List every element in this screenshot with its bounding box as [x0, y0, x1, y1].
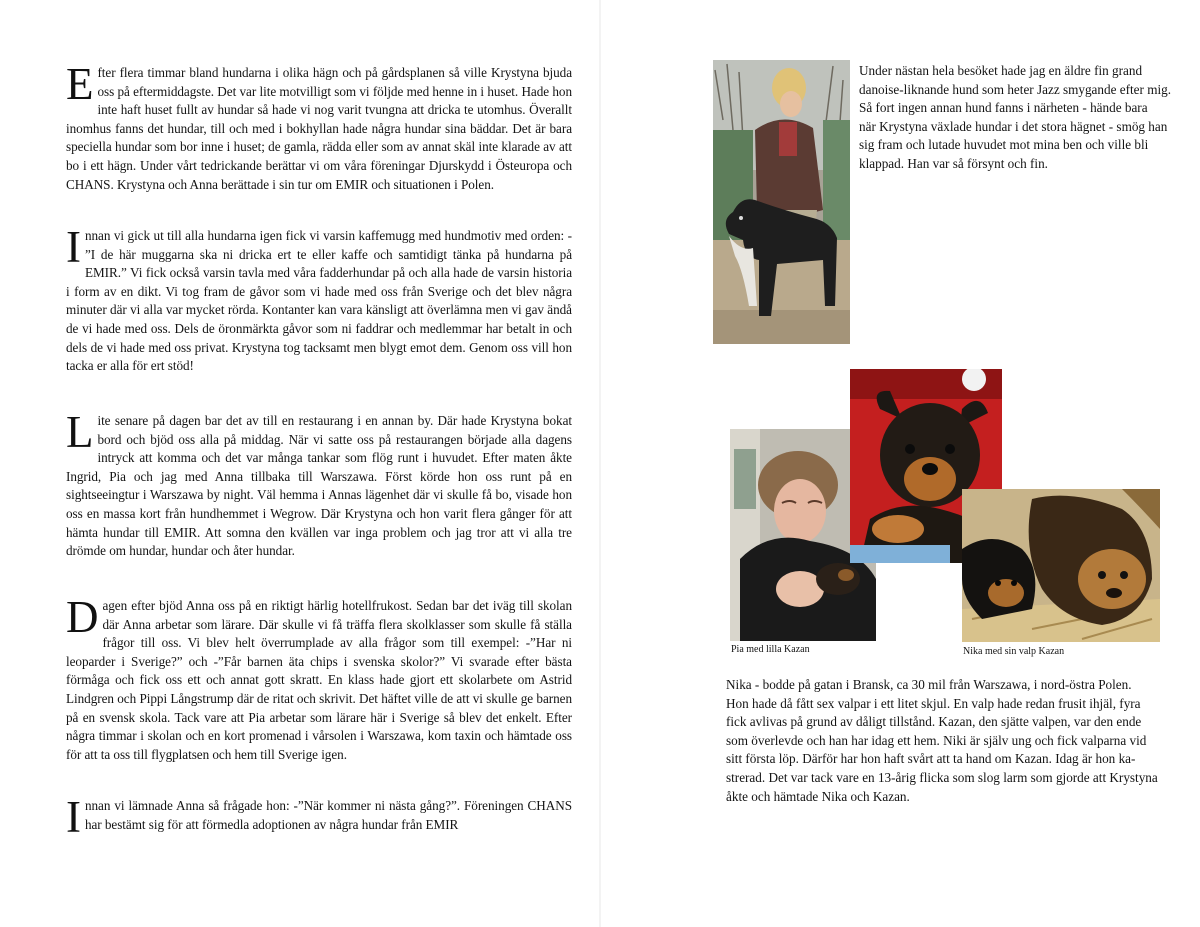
- text-line: när Krystyna växlade hundar i det stora hägnet - smög han: [859, 118, 1168, 134]
- drop-cap: D: [66, 592, 99, 642]
- paragraph-next-visit: [66, 792, 572, 842]
- drop-cap: E: [66, 59, 94, 109]
- paragraph-text: ite senare på dagen bar det av till en restaurang i en annan by. Där hade Krystyna bokat bord och bjöd oss alla på middag. När vi satte oss på restaurangen började alla dagens intryck att komma och det var många tankar som flög runt i huvudet. Efter maten åkte Ingrid, Pia och jag med Anna tillbaka till Warszawa. Först körde hon oss runt på en sightseeingtur i Warszawa by night. Väl hemma i Annas lägenhet där vi skulle få bo, visade hon oss en massa kort från hundhemmet i Wegrow. Där Krystyna och hon varit flera gånger för att hämta hundar till EMIR. Att somna den kvällen var inga problem och jag tror att vi alla tre drömde om hundar, hundar och åter hundar.: [66, 413, 572, 559]
- paragraph-text: nnan vi lämnade Anna så frågade hon: -”När kommer ni nästa gång?”. Föreningen CHANS har bestämt sig för att förmedla adoptionen av några hundar från EMIR: [84, 798, 572, 832]
- paragraph-coffee-mugs: [66, 222, 572, 376]
- text-line: strerad. Det var tack vare en 13-årig flicka som slog larm som gjorde att Krystyna: [726, 769, 1158, 785]
- text-line: Under nästan hela besöket hade jag en äldre fin grand: [859, 63, 1143, 78]
- text-line: sitt första löp. Därför har hon haft svårt att ta hand om Kazan. Idag är hon ka-: [726, 751, 1136, 767]
- paragraph-text: agen efter bjöd Anna oss på en riktigt härlig hotellfrukost. Sedan bar det iväg till skolan där Anna arbetar som lärare. Där skulle vi få träffa flera skolklasser som skulle få ställa frågor till oss. Vi blev helt överrumplade av alla frågor som till exempel: -”Har ni leoparder i Sverige?” och -”Får barnen äta chips i svenska skolor?” Vi svarade efter bästa förmåga och fick oss ett och annat gott skratt. En klass hade gjort ett skolarbete om Astrid Lindgren och Pippi Långstrump där de ritat och skrivit. Det häftet ville de att vi skulle ge barnen på en svensk skola. Tack vare att Pia arbetar som lärare här i Sverige så blev det enkelt. Efter några timmar i skolan och en kort promenad i vårsolen i Warszawa, kom taxin och hämtade oss för att ta oss till flygplatsen och hem till Sverige igen.: [66, 598, 572, 762]
- text-line: klappad. Han var så försynt och fin.: [859, 155, 1048, 171]
- text-line: sig fram och lutade huvudet mot mina ben och ville bli: [859, 137, 1149, 153]
- right-page: [600, 0, 1200, 927]
- drop-cap: I: [66, 222, 81, 272]
- caption-pia: Pia med lilla Kazan: [731, 644, 810, 655]
- nika-description: [726, 676, 1200, 806]
- paragraph-text: nnan vi gick ut till alla hundarna igen fick vi varsin kaffemugg med hundmotiv med orden: - ”I de här muggarna ska ni dricka ert te eller kaffe och samtidigt tänka på hundarna på EMIR.” Vi fick också varsin tavla med våra fadderhundar på och alla hade de varsin historia i form av en dikt. Vi tog fram de gåvor som vi hade med oss från Sverige och det blev några minuter där vi alla var mycket rörda. Kontanter kan vara känsligt att överlämna men vi gav ändå de vi hade med oss. Dels de öronmärkta gåvor som ni faddrar och medlemmar har betalt in och dels de vi hade med oss privat. Krystyna tog tacksamt men blygt emot dem. Genom oss vill hon tacka er alla för ert stöd!: [66, 228, 572, 374]
- text-line: som överlevde och han har idag ett hem. Niki är själv ung och fick valparna vid: [726, 732, 1147, 748]
- text-line: åkte och hämtade Nika och Kazan.: [726, 788, 910, 804]
- paragraph-afternoon-tea: [66, 59, 572, 194]
- text-line: fick avlivas på grund av dåligt tillstånd. Kazan, den sjätte valpen, var den ende: [726, 714, 1142, 730]
- text-line: Hon hade då fått sex valpar i ett litet skjul. En valp hade redan frusit ihjäl, fyra: [726, 695, 1141, 711]
- jazz-description: [859, 62, 1200, 174]
- text-line: Nika - bodde på gatan i Bransk, ca 30 mil från Warszawa, i nord-östra Polen.: [726, 677, 1132, 692]
- paragraph-text: fter flera timmar bland hundarna i olika hägn och på gårdsplanen så ville Krystyna bjuda oss på eftermiddagste. Det var lite motvilligt som vi följde med henne in i huset. Hade hon inte haft huset fullt av hundar så hade vi nog varit tvungna att dricka te utomhus. Överallt inomhus fanns det hundar, till och med i bokhyllan hade några hundar sina bäddar. Det är bara speciella hundar som bor inne i huset; de gamla, rädda eller som av annat skäl inte klarade av att bo i ett hägn. Under vårt tedrickande berättar vi om våra föreningar Djurskydd i Östeuropa och CHANS. Krystyna och Anna berättade i sin tur om EMIR och situationen i Polen.: [66, 65, 572, 192]
- caption-nika: Nika med sin valp Kazan: [963, 646, 1065, 657]
- photo-nika-with-puppy: [962, 489, 1160, 642]
- drop-cap: I: [66, 792, 81, 842]
- text-line: danoise-liknande hund som heter Jazz smygande efter mig.: [859, 81, 1172, 97]
- photo-woman-with-dog-jazz: [713, 60, 850, 344]
- text-line: Så fort ingen annan hund fanns i närheten - hände bara: [859, 100, 1148, 116]
- drop-cap: L: [66, 407, 94, 457]
- paragraph-restaurant: [66, 407, 572, 561]
- paragraph-school-visit: [66, 592, 572, 764]
